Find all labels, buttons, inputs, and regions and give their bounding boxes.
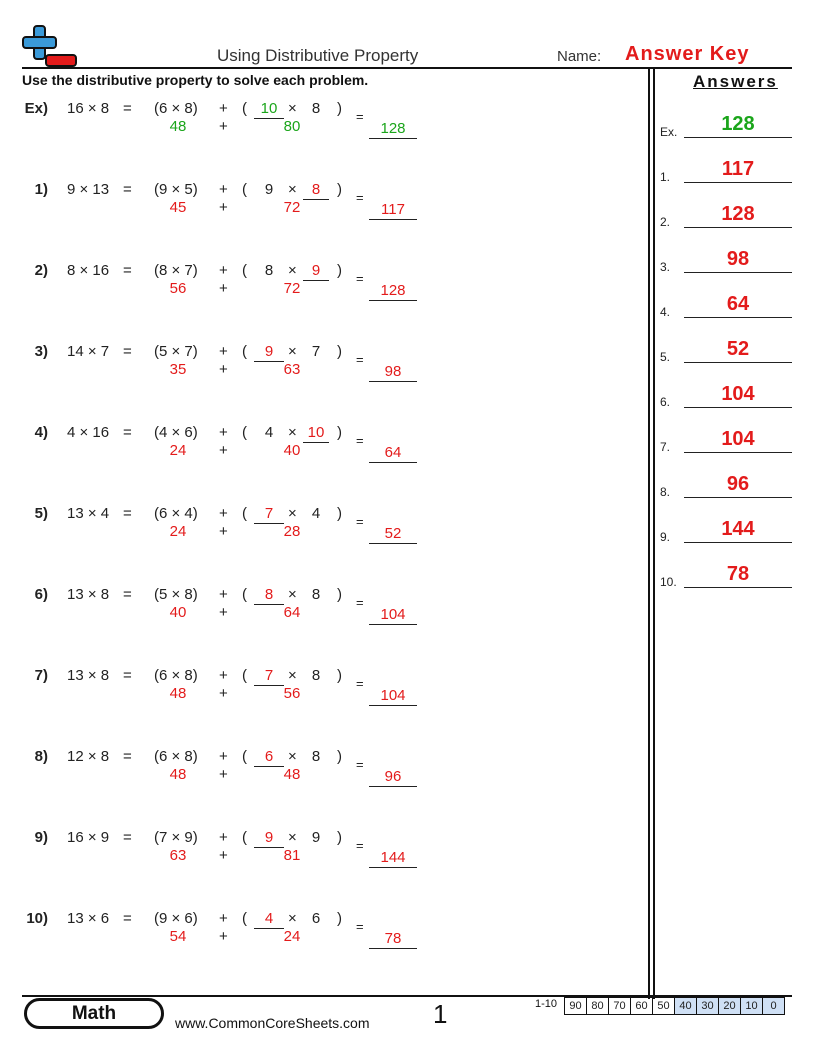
answer-row [660,563,792,589]
plus-sign: + [219,262,228,279]
problem-number: 4) [34,424,48,441]
plus-sign: + [219,586,228,603]
answer-row [660,293,792,319]
answer-label: 8. [660,485,671,499]
plus-sign: + [219,424,228,441]
equals-sign: = [123,586,132,603]
problem-row [0,586,640,656]
partial-product-2: 24 [283,928,301,945]
equals-sign: = [356,595,364,610]
answer-label: Ex. [660,125,678,139]
answer-row [660,248,792,274]
problem-product: 8 × 16 [67,262,110,279]
right-paren: ) [337,748,342,765]
plus-sign: + [219,280,228,297]
answer-row [660,338,792,364]
score-cell: 30 [697,998,719,1014]
instructions: Use the distributive property to solve each problem. [22,72,369,88]
second-factor-blank: 8 [311,667,321,684]
left-paren: ( [242,181,247,198]
answer-label: 10. [660,575,677,589]
right-paren: ) [337,181,342,198]
problem-product: 13 × 8 [67,667,110,684]
partial-product-1: 35 [169,361,187,378]
left-paren: ( [242,667,247,684]
partial-product-2: 56 [283,685,301,702]
problem-row [0,748,640,818]
times-sign: × [288,424,297,441]
times-sign: × [288,262,297,279]
right-paren: ) [337,667,342,684]
answer-value: 104 [684,381,792,408]
problem-number: 1) [34,181,48,198]
answer-value: 104 [684,426,792,453]
second-factor-blank: 10 [303,424,329,443]
answer-blank: 98 [369,363,417,382]
partial-product-1: 40 [169,604,187,621]
problem-row [0,910,640,980]
equals-sign: = [123,100,132,117]
problem-product: 12 × 8 [67,748,110,765]
first-group: (6 × 8) [154,748,198,765]
answer-row [660,203,792,229]
equals-sign: = [123,262,132,279]
equals-sign: = [356,190,364,205]
equals-sign: = [356,838,364,853]
equals-sign: = [123,424,132,441]
second-factor-blank: 9 [303,262,329,281]
problem-product: 14 × 7 [67,343,110,360]
problem-row [0,505,640,575]
equals-sign: = [356,919,364,934]
first-factor-blank: 9 [264,181,274,198]
problem-number: 3) [34,343,48,360]
times-sign: × [288,586,297,603]
answer-label: 3. [660,260,671,274]
partial-product-2: 72 [283,280,301,297]
answer-row [660,158,792,184]
problem-number: 7) [34,667,48,684]
answer-blank: 117 [369,201,417,220]
right-paren: ) [337,910,342,927]
score-cell: 0 [763,998,784,1014]
plus-sign: + [219,667,228,684]
problem-product: 9 × 13 [67,181,110,198]
answer-value: 128 [684,111,792,138]
first-group: (6 × 4) [154,505,198,522]
problem-row [0,667,640,737]
score-cell: 50 [653,998,675,1014]
left-paren: ( [242,505,247,522]
answer-blank: 78 [369,930,417,949]
answers-heading: Answers [693,72,778,91]
first-factor-blank: 6 [254,748,284,767]
problem-row [0,181,640,251]
first-group: (5 × 8) [154,586,198,603]
equals-sign: = [123,181,132,198]
problem-row [0,262,640,332]
answer-label: 1. [660,170,671,184]
equals-sign: = [356,271,364,286]
answer-blank: 104 [369,606,417,625]
equals-sign: = [123,505,132,522]
partial-product-1: 63 [169,847,187,864]
answer-value: 128 [684,201,792,228]
partial-product-1: 24 [169,523,187,540]
answer-label: 2. [660,215,671,229]
problem-number: 8) [34,748,48,765]
equals-sign: = [123,829,132,846]
first-factor-blank: 7 [254,505,284,524]
answer-label: 7. [660,440,671,454]
first-factor-blank: 9 [254,829,284,848]
answer-value: 96 [684,471,792,498]
second-factor-blank: 8 [311,586,321,603]
equals-sign: = [123,343,132,360]
times-sign: × [288,181,297,198]
first-factor-blank: 9 [254,343,284,362]
worksheet-title: Using Distributive Property [217,46,419,65]
plus-sign: + [219,505,228,522]
answer-value: 98 [684,246,792,273]
score-cell: 70 [609,998,631,1014]
plus-sign: + [219,766,228,783]
plus-sign: + [219,604,228,621]
problem-row [0,100,640,170]
answer-value: 64 [684,291,792,318]
plus-sign: + [219,523,228,540]
first-group: (9 × 5) [154,181,198,198]
problem-product: 16 × 9 [67,829,110,846]
problem-number: 9) [34,829,48,846]
problem-number: 6) [34,586,48,603]
partial-product-1: 54 [169,928,187,945]
problem-product: 16 × 8 [67,100,110,117]
second-factor-blank: 8 [311,748,321,765]
score-cell: 80 [587,998,609,1014]
left-paren: ( [242,100,247,117]
equals-sign: = [356,352,364,367]
problem-product: 13 × 8 [67,586,110,603]
first-factor-blank: 4 [254,910,284,929]
partial-product-2: 81 [283,847,301,864]
answer-row [660,383,792,409]
answer-label: 4. [660,305,671,319]
times-sign: × [288,100,297,117]
problem-number: 2) [34,262,48,279]
left-paren: ( [242,586,247,603]
partial-product-1: 45 [169,199,187,216]
answer-row [660,428,792,454]
column-divider [653,67,655,999]
left-paren: ( [242,829,247,846]
times-sign: × [288,505,297,522]
times-sign: × [288,748,297,765]
score-cell: 20 [719,998,741,1014]
partial-product-1: 56 [169,280,187,297]
times-sign: × [288,910,297,927]
first-group: (7 × 9) [154,829,198,846]
second-factor-blank: 8 [303,181,329,200]
partial-product-2: 64 [283,604,301,621]
partial-product-2: 28 [283,523,301,540]
right-paren: ) [337,586,342,603]
problem-row [0,829,640,899]
left-paren: ( [242,343,247,360]
plus-sign: + [219,100,228,117]
right-paren: ) [337,829,342,846]
equals-sign: = [356,109,364,124]
left-paren: ( [242,262,247,279]
plus-sign: + [219,118,228,135]
second-factor-blank: 6 [311,910,321,927]
left-paren: ( [242,748,247,765]
answer-blank: 144 [369,849,417,868]
plus-minus-logo-icon [22,24,80,68]
plus-sign: + [219,748,228,765]
right-paren: ) [337,505,342,522]
problem-number: Ex) [24,100,48,117]
equals-sign: = [356,433,364,448]
score-cell: 60 [631,998,653,1014]
plus-sign: + [219,910,228,927]
answer-label: 5. [660,350,671,364]
right-paren: ) [337,424,342,441]
answer-row [660,518,792,544]
problem-product: 4 × 16 [67,424,110,441]
first-factor-blank: 8 [254,586,284,605]
subject-badge: Math [24,998,164,1029]
partial-product-1: 48 [169,766,187,783]
answer-row [660,113,792,139]
answer-blank: 64 [369,444,417,463]
plus-sign: + [219,361,228,378]
plus-sign: + [219,343,228,360]
plus-sign: + [219,199,228,216]
header-divider [22,67,792,69]
plus-sign: + [219,181,228,198]
partial-product-2: 48 [283,766,301,783]
plus-sign: + [219,928,228,945]
answer-blank: 128 [369,282,417,301]
equals-sign: = [123,667,132,684]
score-table [564,997,785,1015]
plus-sign: + [219,685,228,702]
website-link[interactable]: www.CommonCoreSheets.com [175,1015,370,1031]
answer-value: 117 [684,156,792,183]
answer-value: 52 [684,336,792,363]
plus-sign: + [219,847,228,864]
answer-row [660,473,792,499]
problem-number: 10) [26,910,48,927]
first-factor-blank: 7 [254,667,284,686]
answer-blank: 52 [369,525,417,544]
left-paren: ( [242,424,247,441]
first-group: (8 × 7) [154,262,198,279]
equals-sign: = [123,748,132,765]
page-number: 1 [433,999,448,1029]
times-sign: × [288,667,297,684]
answer-value: 78 [684,561,792,588]
score-cell: 90 [565,998,587,1014]
answer-blank: 104 [369,687,417,706]
partial-product-1: 24 [169,442,187,459]
score-range-label: 1-10 [535,998,558,1010]
answer-value: 144 [684,516,792,543]
score-cell: 40 [675,998,697,1014]
column-divider [648,67,650,999]
second-factor-blank: 9 [311,829,321,846]
second-factor-blank: 4 [311,505,321,522]
first-group: (5 × 7) [154,343,198,360]
first-factor-blank: 10 [254,100,284,119]
answer-blank: 96 [369,768,417,787]
partial-product-2: 63 [283,361,301,378]
answer-blank: 128 [369,120,417,139]
answer-key-label: Answer Key [625,43,750,65]
answer-label: 6. [660,395,671,409]
problem-number: 5) [34,505,48,522]
first-group: (4 × 6) [154,424,198,441]
first-group: (6 × 8) [154,667,198,684]
answer-label: 9. [660,530,671,544]
problem-row [0,343,640,413]
partial-product-2: 40 [283,442,301,459]
equals-sign: = [356,514,364,529]
equals-sign: = [356,757,364,772]
plus-sign: + [219,829,228,846]
left-paren: ( [242,910,247,927]
equals-sign: = [356,676,364,691]
first-group: (6 × 8) [154,100,198,117]
score-cell: 10 [741,998,763,1014]
right-paren: ) [337,100,342,117]
first-factor-blank: 8 [264,262,274,279]
right-paren: ) [337,262,342,279]
first-group: (9 × 6) [154,910,198,927]
times-sign: × [288,343,297,360]
second-factor-blank: 8 [311,100,321,117]
problem-product: 13 × 6 [67,910,110,927]
partial-product-2: 80 [283,118,301,135]
equals-sign: = [123,910,132,927]
partial-product-1: 48 [169,685,187,702]
partial-product-2: 72 [283,199,301,216]
first-factor-blank: 4 [264,424,274,441]
times-sign: × [288,829,297,846]
second-factor-blank: 7 [311,343,321,360]
problem-row [0,424,640,494]
name-label: Name: [557,48,602,65]
problem-product: 13 × 4 [67,505,110,522]
right-paren: ) [337,343,342,360]
partial-product-1: 48 [169,118,187,135]
plus-sign: + [219,442,228,459]
